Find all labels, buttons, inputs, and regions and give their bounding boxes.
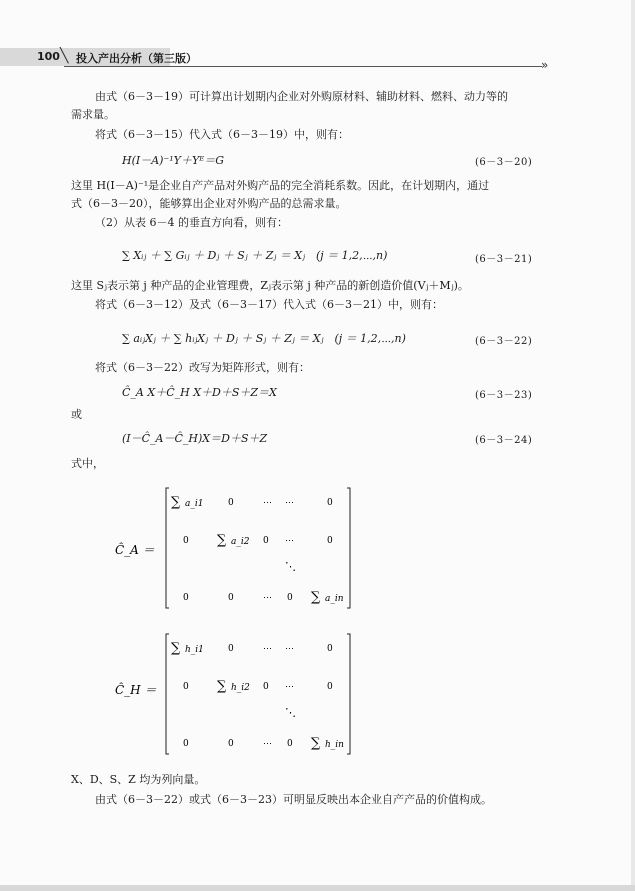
paragraph-line: 或 [71,408,82,421]
equation-number: (6－3－20) [475,157,533,168]
matrix-ca [115,484,365,618]
matrix-dots: ⋯ [285,682,294,692]
equation-6-3-22: ∑ aᵢⱼXⱼ ＋ ∑ hᵢⱼXⱼ ＋ Dⱼ ＋ Sⱼ ＋ Zⱼ ＝ Xⱼ (j ＝ 1,2,⋯,n) [122,332,406,345]
matrix-zero: 0 [183,739,189,749]
matrix-zero: 0 [263,682,269,692]
sum-symbol: ∑ [171,495,181,510]
paragraph-line: 将式（6－3－15）代入式（6－3－19）中，则有： [95,128,349,141]
matrix-zero: 0 [327,682,333,692]
matrix-dots: ⋯ [263,739,272,749]
matrix-zero: 0 [228,593,234,603]
matrix-zero: 0 [327,498,333,508]
page-edge [631,0,635,891]
book-title: 投入产出分析（第三版） [76,52,197,65]
equation-6-3-24: (I－Ĉ_A－Ĉ_H)X＝D＋S＋Z [122,432,268,445]
paragraph-line: 式中， [71,457,104,470]
equation-number: (6－3－22) [475,336,533,347]
paragraph-line: 由式（6－3－22）或式（6－3－23）可明显反映出本企业自产产品的价值构成。 [95,793,492,806]
sum-symbol: ∑ [217,679,227,694]
matrix-entry: h_i2 [231,683,250,693]
sum-symbol: ∑ [311,736,321,751]
left-bracket [166,488,169,608]
matrix-label: Ĉ_H ＝ [115,683,157,697]
matrix-dots: ⋯ [263,593,272,603]
matrix-entry: a_i2 [231,537,250,547]
matrix-ca-svg [115,484,365,614]
matrix-dots: ⋯ [263,498,272,508]
right-bracket [347,634,350,754]
double-chevron-icon: » [541,58,549,72]
matrix-entry: h_i1 [185,645,204,655]
matrix-zero: 0 [287,739,293,749]
left-bracket [166,634,169,754]
matrix-dots: ⋯ [263,644,272,654]
equation-6-3-23: Ĉ_A X＋Ĉ_H X＋D＋S＋Z＝X [122,386,277,399]
equation-number: (6－3－23) [475,390,533,401]
sum-symbol: ∑ [217,533,227,548]
paragraph-line: 由式（6－3－19）可计算出计划期内企业对外购原材料、辅助材料、燃料、动力等的 [95,90,508,103]
equation-6-3-20: H(I－A)⁻¹Y＋Yᴱ＝G [122,154,225,167]
matrix-entry: a_i1 [185,499,204,509]
matrix-zero: 0 [327,536,333,546]
paragraph-line: 将式（6－3－12）及式（6－3－17）代入式（6－3－21）中，则有： [95,298,443,311]
sum-symbol: ∑ [171,641,181,656]
matrix-entry: a_in [325,594,344,604]
paragraph-line: 这里 H(I－A)⁻¹是企业自产产品对外购产品的完全消耗系数。因此，在计划期内，通过 [71,179,490,192]
paragraph-line: （2）从表 6－4 的垂直方向看，则有： [95,216,288,229]
equation-number: (6－3－24) [475,435,533,446]
paragraph-line: 将式（6－3－22）改写为矩阵形式，则有： [95,361,310,374]
paragraph-line: 这里 Sⱼ表示第 j 种产品的企业管理费，Zⱼ表示第 j 种产品的新创造价值(Vⱼ＋Mⱼ)。 [71,279,469,292]
matrix-label: Ĉ_A ＝ [115,543,155,557]
matrix-dots: ⋯ [285,536,294,546]
matrix-zero: 0 [327,644,333,654]
sum-symbol: ∑ [311,590,321,605]
matrix-zero: 0 [228,498,234,508]
page-number: 100 [37,50,60,63]
matrix-ch [115,630,365,764]
paragraph-line: 需求量。 [71,108,115,121]
matrix-zero: 0 [183,593,189,603]
running-header [0,0,635,72]
header-slash-decoration: ╲ [60,48,69,64]
matrix-ddots: ⋱ [285,560,296,573]
matrix-entry: h_in [325,740,344,750]
matrix-zero: 0 [228,739,234,749]
matrix-zero: 0 [287,593,293,603]
matrix-zero: 0 [228,644,234,654]
matrix-dots: ⋯ [285,644,294,654]
matrix-zero: 0 [183,536,189,546]
matrix-dots: ⋯ [285,498,294,508]
equation-6-3-21: ∑ Xᵢⱼ ＋ ∑ Gᵢⱼ ＋ Dⱼ ＋ Sⱼ ＋ Zⱼ ＝ Xⱼ (j ＝ 1,2,⋯,n) [122,249,388,262]
page-bottom-edge [0,885,635,891]
equation-number: (6－3－21) [475,254,533,265]
right-bracket [347,488,350,608]
matrix-zero: 0 [183,682,189,692]
header-rule [64,66,542,67]
matrix-ddots: ⋱ [285,706,296,719]
paragraph-line: X、D、S、Z 均为列向量。 [71,773,206,786]
matrix-zero: 0 [263,536,269,546]
matrix-ch-svg [115,630,365,760]
paragraph-line: 式（6－3－20），能够算出企业对外购产品的总需求量。 [71,197,347,210]
